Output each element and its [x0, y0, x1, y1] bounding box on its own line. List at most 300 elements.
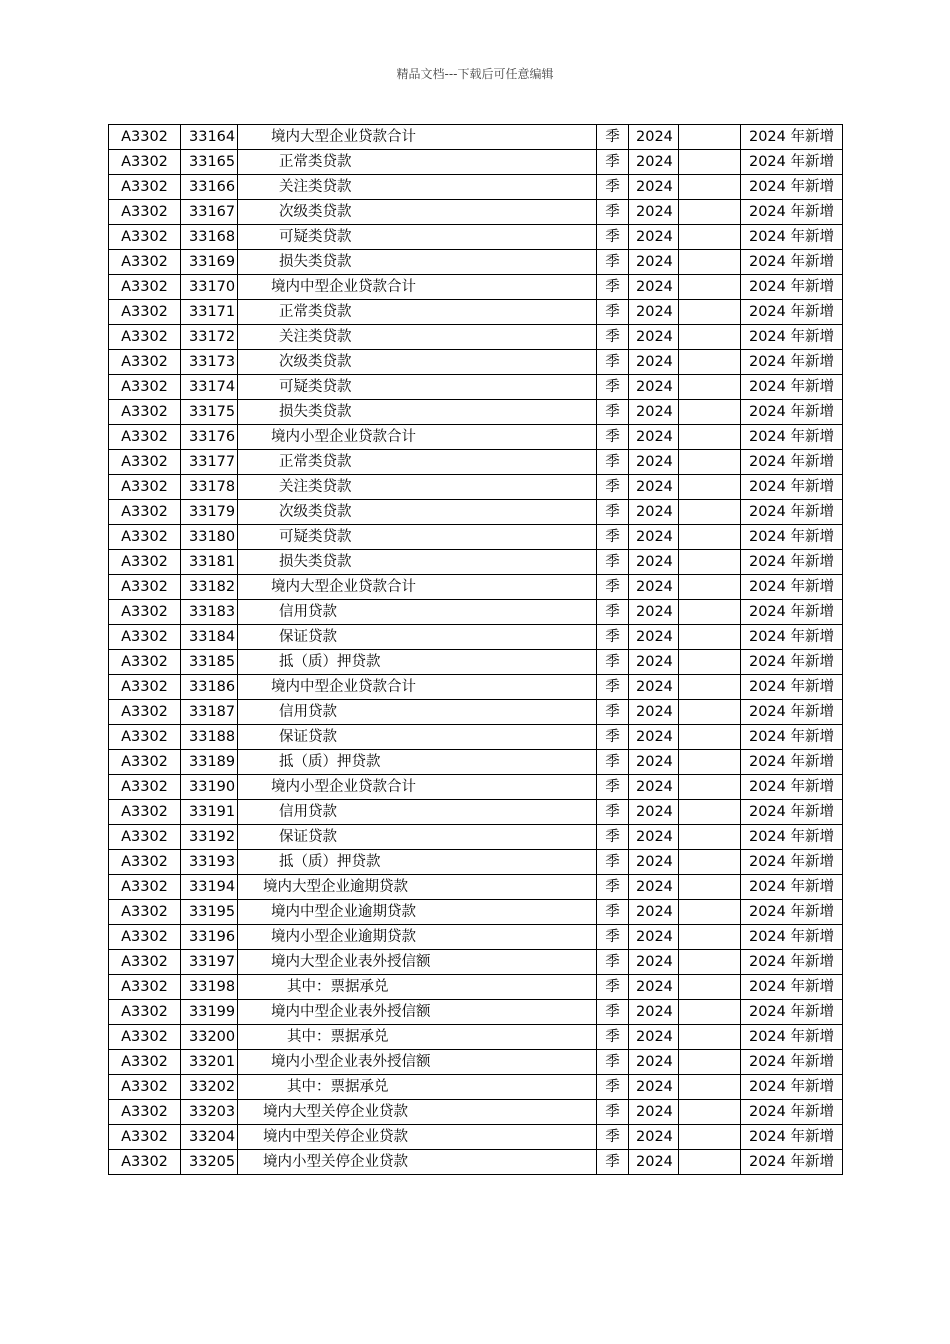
table-row [109, 275, 843, 300]
cell-empty [679, 1150, 741, 1175]
cell-frequency: 季 [597, 850, 629, 875]
cell-frequency: 季 [597, 450, 629, 475]
table-row [109, 675, 843, 700]
cell-item-name: 境内中型企业贷款合计 [238, 675, 597, 700]
cell-frequency: 季 [597, 425, 629, 450]
cell-item-id: 33194 [181, 875, 238, 900]
cell-note: 2024 年新增 [741, 575, 843, 600]
cell-empty [679, 525, 741, 550]
cell-item-id: 33167 [181, 200, 238, 225]
cell-year: 2024 [629, 125, 679, 150]
cell-frequency: 季 [597, 1125, 629, 1150]
cell-table-code: A3302 [109, 175, 181, 200]
table-row [109, 125, 843, 150]
cell-item-name: 损失类贷款 [238, 250, 597, 275]
cell-item-name: 境内大型企业贷款合计 [238, 575, 597, 600]
cell-year: 2024 [629, 250, 679, 275]
table-row [109, 1025, 843, 1050]
cell-item-id: 33175 [181, 400, 238, 425]
table-row [109, 750, 843, 775]
cell-item-id: 33189 [181, 750, 238, 775]
table-row [109, 525, 843, 550]
table-row [109, 1100, 843, 1125]
cell-table-code: A3302 [109, 550, 181, 575]
cell-empty [679, 650, 741, 675]
table-row [109, 350, 843, 375]
cell-note: 2024 年新增 [741, 450, 843, 475]
cell-item-name: 次级类贷款 [238, 200, 597, 225]
table-row [109, 400, 843, 425]
cell-frequency: 季 [597, 475, 629, 500]
table-row [109, 1075, 843, 1100]
cell-item-name: 关注类贷款 [238, 175, 597, 200]
cell-year: 2024 [629, 875, 679, 900]
cell-frequency: 季 [597, 650, 629, 675]
cell-year: 2024 [629, 325, 679, 350]
cell-item-name: 境内小型企业贷款合计 [238, 775, 597, 800]
cell-item-id: 33199 [181, 1000, 238, 1025]
cell-table-code: A3302 [109, 775, 181, 800]
cell-note: 2024 年新增 [741, 900, 843, 925]
cell-frequency: 季 [597, 175, 629, 200]
table-row [109, 600, 843, 625]
cell-item-name: 抵（质）押贷款 [238, 650, 597, 675]
cell-year: 2024 [629, 975, 679, 1000]
cell-note: 2024 年新增 [741, 475, 843, 500]
cell-year: 2024 [629, 1075, 679, 1100]
cell-note: 2024 年新增 [741, 825, 843, 850]
cell-frequency: 季 [597, 125, 629, 150]
cell-table-code: A3302 [109, 750, 181, 775]
cell-item-id: 33169 [181, 250, 238, 275]
cell-note: 2024 年新增 [741, 925, 843, 950]
cell-note: 2024 年新增 [741, 325, 843, 350]
cell-note: 2024 年新增 [741, 675, 843, 700]
cell-note: 2024 年新增 [741, 400, 843, 425]
table-row [109, 500, 843, 525]
cell-table-code: A3302 [109, 325, 181, 350]
cell-item-name: 可疑类贷款 [238, 525, 597, 550]
cell-item-id: 33171 [181, 300, 238, 325]
cell-table-code: A3302 [109, 1000, 181, 1025]
cell-year: 2024 [629, 425, 679, 450]
cell-item-name: 境内小型企业表外授信额 [238, 1050, 597, 1075]
cell-item-id: 33197 [181, 950, 238, 975]
table-row [109, 375, 843, 400]
cell-note: 2024 年新增 [741, 200, 843, 225]
cell-year: 2024 [629, 350, 679, 375]
cell-note: 2024 年新增 [741, 1075, 843, 1100]
cell-year: 2024 [629, 775, 679, 800]
cell-table-code: A3302 [109, 275, 181, 300]
cell-item-name: 损失类贷款 [238, 400, 597, 425]
cell-empty [679, 400, 741, 425]
cell-year: 2024 [629, 475, 679, 500]
table-row [109, 700, 843, 725]
cell-year: 2024 [629, 900, 679, 925]
cell-table-code: A3302 [109, 450, 181, 475]
cell-year: 2024 [629, 675, 679, 700]
cell-frequency: 季 [597, 525, 629, 550]
cell-table-code: A3302 [109, 300, 181, 325]
cell-empty [679, 750, 741, 775]
cell-empty [679, 850, 741, 875]
cell-note: 2024 年新增 [741, 775, 843, 800]
cell-item-id: 33190 [181, 775, 238, 800]
cell-year: 2024 [629, 700, 679, 725]
cell-year: 2024 [629, 800, 679, 825]
table-row [109, 950, 843, 975]
cell-empty [679, 950, 741, 975]
cell-empty [679, 300, 741, 325]
table-row [109, 450, 843, 475]
cell-year: 2024 [629, 725, 679, 750]
cell-table-code: A3302 [109, 950, 181, 975]
table-row [109, 850, 843, 875]
cell-year: 2024 [629, 525, 679, 550]
cell-frequency: 季 [597, 725, 629, 750]
cell-item-id: 33196 [181, 925, 238, 950]
cell-note: 2024 年新增 [741, 600, 843, 625]
cell-year: 2024 [629, 1025, 679, 1050]
cell-frequency: 季 [597, 775, 629, 800]
cell-empty [679, 1000, 741, 1025]
cell-note: 2024 年新增 [741, 275, 843, 300]
cell-item-id: 33202 [181, 1075, 238, 1100]
cell-note: 2024 年新增 [741, 1150, 843, 1175]
cell-item-id: 33180 [181, 525, 238, 550]
cell-item-name: 可疑类贷款 [238, 225, 597, 250]
cell-note: 2024 年新增 [741, 500, 843, 525]
cell-empty [679, 1025, 741, 1050]
cell-frequency: 季 [597, 950, 629, 975]
cell-table-code: A3302 [109, 825, 181, 850]
table-row [109, 650, 843, 675]
cell-item-id: 33168 [181, 225, 238, 250]
cell-item-name: 次级类贷款 [238, 500, 597, 525]
cell-empty [679, 775, 741, 800]
cell-table-code: A3302 [109, 900, 181, 925]
cell-item-name: 保证贷款 [238, 825, 597, 850]
cell-note: 2024 年新增 [741, 975, 843, 1000]
cell-year: 2024 [629, 850, 679, 875]
cell-empty [679, 675, 741, 700]
cell-frequency: 季 [597, 350, 629, 375]
cell-item-name: 境内大型企业逾期贷款 [238, 875, 597, 900]
cell-item-id: 33200 [181, 1025, 238, 1050]
cell-empty [679, 1075, 741, 1100]
cell-table-code: A3302 [109, 400, 181, 425]
cell-table-code: A3302 [109, 1125, 181, 1150]
cell-frequency: 季 [597, 575, 629, 600]
cell-table-code: A3302 [109, 875, 181, 900]
cell-empty [679, 500, 741, 525]
cell-frequency: 季 [597, 200, 629, 225]
cell-note: 2024 年新增 [741, 425, 843, 450]
cell-item-id: 33187 [181, 700, 238, 725]
cell-frequency: 季 [597, 925, 629, 950]
cell-item-name: 抵（质）押贷款 [238, 850, 597, 875]
cell-table-code: A3302 [109, 1050, 181, 1075]
cell-item-name: 正常类贷款 [238, 150, 597, 175]
cell-table-code: A3302 [109, 1025, 181, 1050]
cell-item-name: 境内小型企业逾期贷款 [238, 925, 597, 950]
cell-item-id: 33182 [181, 575, 238, 600]
cell-table-code: A3302 [109, 375, 181, 400]
cell-year: 2024 [629, 400, 679, 425]
cell-item-name: 损失类贷款 [238, 550, 597, 575]
cell-frequency: 季 [597, 400, 629, 425]
cell-table-code: A3302 [109, 700, 181, 725]
table-row [109, 300, 843, 325]
cell-item-id: 33170 [181, 275, 238, 300]
cell-item-id: 33198 [181, 975, 238, 1000]
cell-item-id: 33179 [181, 500, 238, 525]
cell-note: 2024 年新增 [741, 125, 843, 150]
cell-item-name: 其中：票据承兑 [238, 975, 597, 1000]
cell-year: 2024 [629, 1050, 679, 1075]
table-row [109, 625, 843, 650]
cell-empty [679, 900, 741, 925]
cell-frequency: 季 [597, 275, 629, 300]
cell-empty [679, 250, 741, 275]
cell-empty [679, 200, 741, 225]
cell-item-name: 境内中型企业贷款合计 [238, 275, 597, 300]
cell-table-code: A3302 [109, 125, 181, 150]
cell-item-id: 33205 [181, 1150, 238, 1175]
cell-frequency: 季 [597, 300, 629, 325]
cell-year: 2024 [629, 575, 679, 600]
cell-item-id: 33188 [181, 725, 238, 750]
table-row [109, 775, 843, 800]
cell-frequency: 季 [597, 150, 629, 175]
cell-year: 2024 [629, 550, 679, 575]
cell-frequency: 季 [597, 225, 629, 250]
cell-table-code: A3302 [109, 150, 181, 175]
cell-table-code: A3302 [109, 675, 181, 700]
cell-item-id: 33183 [181, 600, 238, 625]
cell-table-code: A3302 [109, 600, 181, 625]
cell-year: 2024 [629, 600, 679, 625]
cell-empty [679, 475, 741, 500]
cell-year: 2024 [629, 650, 679, 675]
cell-item-id: 33203 [181, 1100, 238, 1125]
cell-empty [679, 350, 741, 375]
cell-table-code: A3302 [109, 475, 181, 500]
cell-empty [679, 700, 741, 725]
cell-item-name: 次级类贷款 [238, 350, 597, 375]
cell-year: 2024 [629, 275, 679, 300]
cell-empty [679, 625, 741, 650]
cell-frequency: 季 [597, 550, 629, 575]
data-table [108, 124, 843, 1175]
cell-empty [679, 875, 741, 900]
cell-item-name: 境内中型企业逾期贷款 [238, 900, 597, 925]
cell-empty [679, 175, 741, 200]
cell-item-name: 可疑类贷款 [238, 375, 597, 400]
cell-note: 2024 年新增 [741, 550, 843, 575]
table-row [109, 1125, 843, 1150]
cell-year: 2024 [629, 625, 679, 650]
cell-year: 2024 [629, 950, 679, 975]
cell-note: 2024 年新增 [741, 175, 843, 200]
cell-year: 2024 [629, 825, 679, 850]
cell-note: 2024 年新增 [741, 250, 843, 275]
cell-item-id: 33204 [181, 1125, 238, 1150]
table-row [109, 575, 843, 600]
cell-empty [679, 1050, 741, 1075]
cell-note: 2024 年新增 [741, 625, 843, 650]
table-row [109, 200, 843, 225]
cell-item-name: 境内小型关停企业贷款 [238, 1150, 597, 1175]
cell-empty [679, 575, 741, 600]
cell-item-id: 33174 [181, 375, 238, 400]
table-row [109, 325, 843, 350]
cell-note: 2024 年新增 [741, 650, 843, 675]
cell-frequency: 季 [597, 1025, 629, 1050]
cell-item-id: 33176 [181, 425, 238, 450]
cell-empty [679, 375, 741, 400]
cell-table-code: A3302 [109, 850, 181, 875]
cell-table-code: A3302 [109, 650, 181, 675]
table-row [109, 175, 843, 200]
cell-item-name: 境内大型企业贷款合计 [238, 125, 597, 150]
cell-table-code: A3302 [109, 1075, 181, 1100]
cell-year: 2024 [629, 375, 679, 400]
cell-item-id: 33166 [181, 175, 238, 200]
cell-note: 2024 年新增 [741, 725, 843, 750]
page-header: 精品文档---下载后可任意编辑 [396, 67, 554, 81]
table-row [109, 800, 843, 825]
cell-item-id: 33192 [181, 825, 238, 850]
cell-note: 2024 年新增 [741, 700, 843, 725]
cell-item-name: 关注类贷款 [238, 475, 597, 500]
cell-empty [679, 450, 741, 475]
cell-empty [679, 725, 741, 750]
cell-frequency: 季 [597, 1150, 629, 1175]
cell-note: 2024 年新增 [741, 750, 843, 775]
cell-note: 2024 年新增 [741, 150, 843, 175]
cell-frequency: 季 [597, 600, 629, 625]
cell-item-name: 境内大型企业表外授信额 [238, 950, 597, 975]
table-body [109, 125, 843, 1175]
cell-item-name: 境内中型企业表外授信额 [238, 1000, 597, 1025]
cell-table-code: A3302 [109, 500, 181, 525]
cell-empty [679, 825, 741, 850]
cell-frequency: 季 [597, 1000, 629, 1025]
table-row [109, 875, 843, 900]
cell-item-id: 33191 [181, 800, 238, 825]
cell-table-code: A3302 [109, 525, 181, 550]
cell-note: 2024 年新增 [741, 225, 843, 250]
cell-empty [679, 1125, 741, 1150]
table-row [109, 425, 843, 450]
cell-year: 2024 [629, 1100, 679, 1125]
cell-item-id: 33181 [181, 550, 238, 575]
cell-year: 2024 [629, 450, 679, 475]
cell-item-name: 其中：票据承兑 [238, 1025, 597, 1050]
cell-note: 2024 年新增 [741, 875, 843, 900]
table-row [109, 225, 843, 250]
cell-item-name: 正常类贷款 [238, 450, 597, 475]
table-row [109, 900, 843, 925]
cell-year: 2024 [629, 175, 679, 200]
cell-item-name: 境内大型关停企业贷款 [238, 1100, 597, 1125]
cell-note: 2024 年新增 [741, 850, 843, 875]
cell-year: 2024 [629, 1125, 679, 1150]
cell-year: 2024 [629, 1150, 679, 1175]
cell-table-code: A3302 [109, 800, 181, 825]
cell-year: 2024 [629, 750, 679, 775]
cell-frequency: 季 [597, 1100, 629, 1125]
cell-item-name: 其中：票据承兑 [238, 1075, 597, 1100]
cell-item-id: 33201 [181, 1050, 238, 1075]
cell-frequency: 季 [597, 250, 629, 275]
cell-frequency: 季 [597, 325, 629, 350]
cell-empty [679, 925, 741, 950]
cell-table-code: A3302 [109, 225, 181, 250]
cell-year: 2024 [629, 200, 679, 225]
cell-note: 2024 年新增 [741, 525, 843, 550]
cell-frequency: 季 [597, 675, 629, 700]
table-row [109, 1000, 843, 1025]
cell-empty [679, 425, 741, 450]
cell-item-id: 33178 [181, 475, 238, 500]
cell-note: 2024 年新增 [741, 1100, 843, 1125]
cell-empty [679, 1100, 741, 1125]
table-row [109, 725, 843, 750]
table-row [109, 250, 843, 275]
table-row [109, 475, 843, 500]
cell-frequency: 季 [597, 1075, 629, 1100]
cell-table-code: A3302 [109, 975, 181, 1000]
cell-item-id: 33184 [181, 625, 238, 650]
table-row [109, 975, 843, 1000]
cell-item-name: 正常类贷款 [238, 300, 597, 325]
cell-item-name: 保证贷款 [238, 725, 597, 750]
cell-item-name: 境内中型关停企业贷款 [238, 1125, 597, 1150]
cell-frequency: 季 [597, 1050, 629, 1075]
cell-item-name: 信用贷款 [238, 700, 597, 725]
cell-empty [679, 325, 741, 350]
cell-note: 2024 年新增 [741, 1025, 843, 1050]
cell-note: 2024 年新增 [741, 350, 843, 375]
cell-frequency: 季 [597, 700, 629, 725]
table-row [109, 550, 843, 575]
cell-year: 2024 [629, 225, 679, 250]
cell-note: 2024 年新增 [741, 1050, 843, 1075]
cell-frequency: 季 [597, 975, 629, 1000]
cell-table-code: A3302 [109, 575, 181, 600]
cell-table-code: A3302 [109, 1100, 181, 1125]
cell-table-code: A3302 [109, 200, 181, 225]
cell-frequency: 季 [597, 900, 629, 925]
table-row [109, 1150, 843, 1175]
cell-frequency: 季 [597, 825, 629, 850]
cell-note: 2024 年新增 [741, 950, 843, 975]
cell-table-code: A3302 [109, 925, 181, 950]
cell-table-code: A3302 [109, 1150, 181, 1175]
cell-item-id: 33186 [181, 675, 238, 700]
cell-note: 2024 年新增 [741, 300, 843, 325]
cell-note: 2024 年新增 [741, 800, 843, 825]
cell-table-code: A3302 [109, 350, 181, 375]
cell-item-name: 保证贷款 [238, 625, 597, 650]
cell-year: 2024 [629, 1000, 679, 1025]
cell-year: 2024 [629, 300, 679, 325]
cell-empty [679, 275, 741, 300]
cell-table-code: A3302 [109, 425, 181, 450]
